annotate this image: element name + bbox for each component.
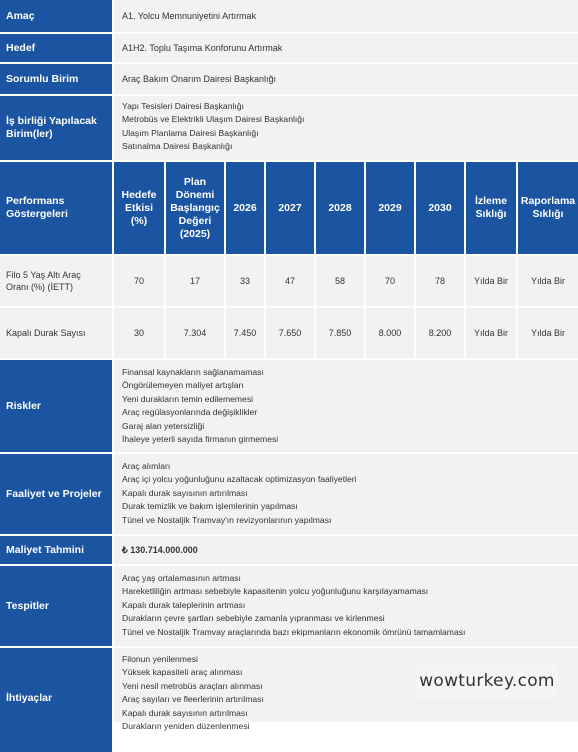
isbirligi-item: Ulaşım Planlama Dairesi Başkanlığı	[122, 127, 259, 138]
perf-header-izleme: İzleme Sıklığı	[466, 162, 516, 254]
ihtiyac-item: Yeni nesil metrobüs araçları alınması	[122, 680, 263, 691]
ihtiyac-item: Kapalı durak sayısının artırılması	[122, 707, 248, 718]
faaliyet-item: Araç alımları	[122, 461, 171, 471]
perf-row1-hedefe-etkisi: 70	[114, 256, 164, 306]
faaliyet-item: Araç içi yolcu yoğunluğunu azaltacak optimizasyon faaliyetleri	[122, 474, 357, 485]
isbirligi-item: Metrobüs ve Elektrikli Ulaşım Dairesi Başkanlığı	[122, 114, 305, 125]
perf-header-2026: 2026	[226, 162, 264, 254]
ihtiyac-item: Filonun yenilenmesi	[122, 654, 198, 664]
amac-value: A1. Yolcu Memnuniyetini Artırmak	[114, 0, 578, 32]
tespit-item: Araç yaş ortalamasının artması	[122, 573, 241, 583]
isbirligi-item: Yapı Tesisleri Dairesi Başkanlığı	[122, 101, 244, 111]
tespit-item: Hareketliliğin artması sebebiyle kapasitenin yolcu yoğunluğunu karşılayamaması	[122, 586, 429, 597]
perf-row2-izleme: Yılda Bir	[466, 308, 516, 358]
perf-row2-gosterge: Kapalı Durak Sayısı	[0, 308, 112, 358]
perf-header-raporlama: Raporlama Sıklığı	[518, 162, 578, 254]
amac-label: Amaç	[0, 0, 112, 32]
perf-row1-2030: 78	[416, 256, 464, 306]
riskler-list	[114, 360, 578, 452]
perf-row1-2027: 47	[266, 256, 314, 306]
perf-row1-2026: 33	[226, 256, 264, 306]
perf-row1-gosterge: Filo 5 Yaş Altı Araç Oranı (%) (İETT)	[0, 256, 112, 306]
hedef-value: A1H2. Toplu Taşıma Konforunu Artırmak	[114, 34, 578, 62]
perf-row2-hedefe-etkisi: 30	[114, 308, 164, 358]
perf-header-hedefe-etkisi: Hedefe Etkisi (%)	[114, 162, 164, 254]
maliyet-label: Maliyet Tahmini	[0, 536, 112, 564]
riskler-label: Riskler	[0, 360, 112, 452]
tespit-item: Durakların çevre şartları sebebiyle zamanla yıpranması ve kirlenmesi	[122, 613, 385, 624]
risk-item: Finansal kaynakların sağlanamaması	[122, 367, 264, 377]
faaliyet-item: Durak temizlik ve bakım işlemlerinin yapılması	[122, 501, 298, 512]
tespitler-list	[114, 566, 578, 646]
perf-row2-2030: 8.200	[416, 308, 464, 358]
perf-header-2029: 2029	[366, 162, 414, 254]
perf-row1-2029: 70	[366, 256, 414, 306]
isbirligi-label: İş birliği Yapılacak Birim(ler)	[0, 96, 112, 160]
hedef-label: Hedef	[0, 34, 112, 62]
perf-row1-baslangic: 17	[166, 256, 224, 306]
risk-item: İhaleye yeterli sayıda firmanın girmemesi	[122, 434, 279, 445]
perf-row2-2026: 7.450	[226, 308, 264, 358]
ihtiyaclar-label: İhtiyaçlar	[0, 648, 112, 752]
perf-row1-2028: 58	[316, 256, 364, 306]
perf-header-baslangic: Plan Dönemi Başlangıç Değeri (2025)	[166, 162, 224, 254]
risk-item: Öngörülemeyen maliyet artışları	[122, 380, 244, 391]
perf-row2-2029: 8.000	[366, 308, 414, 358]
faaliyet-item: Kapalı durak sayısının artırılması	[122, 487, 248, 498]
watermark: wowturkey.com	[416, 664, 558, 698]
tespit-item: Kapalı durak taleplerinin artması	[122, 599, 246, 610]
perf-header-2030: 2030	[416, 162, 464, 254]
isbirligi-list	[114, 96, 578, 160]
faaliyet-item: Tünel ve Nostaljik Tramvay'ın revizyonlarının yapılması	[122, 514, 332, 525]
ihtiyac-item: Araç sayıları ve fleerlerinin artırılması	[122, 694, 264, 705]
risk-item: Garaj alan yetersizliği	[122, 420, 205, 431]
ihtiyac-item: Yüksek kapasiteli araç alınması	[122, 667, 243, 678]
perf-row2-2027: 7.650	[266, 308, 314, 358]
tespitler-label: Tespitler	[0, 566, 112, 646]
ihtiyac-item: Durakların yeniden düzenlenmesi	[122, 721, 250, 732]
perf-row1-izleme: Yılda Bir	[466, 256, 516, 306]
maliyet-value: ₺ 130.714.000.000	[114, 536, 578, 564]
perf-row2-raporlama: Yılda Bir	[518, 308, 578, 358]
perf-header-2028: 2028	[316, 162, 364, 254]
sorumlu-birim-label: Sorumlu Birim	[0, 64, 112, 94]
perf-row2-baslangic: 7.304	[166, 308, 224, 358]
risk-item: Yeni durakların temin edilememesi	[122, 393, 254, 404]
faaliyet-list	[114, 454, 578, 534]
tespit-item: Tünel ve Nostaljik Tramvay araçlarında bazı ekipmanların ekonomik ömrünü tamamlaması	[122, 626, 466, 637]
risk-item: Araç regülasyonlarında değişiklikler	[122, 407, 258, 418]
isbirligi-item: Satınalma Dairesi Başkanlığı	[122, 141, 233, 152]
perf-header-2027: 2027	[266, 162, 314, 254]
perf-row1-raporlama: Yılda Bir	[518, 256, 578, 306]
perf-header-gosterge: Performans Göstergeleri	[0, 162, 112, 254]
perf-row2-2028: 7.850	[316, 308, 364, 358]
sorumlu-birim-value: Araç Bakım Onarım Dairesi Başkanlığı	[114, 64, 578, 94]
faaliyet-label: Faaliyet ve Projeler	[0, 454, 112, 534]
